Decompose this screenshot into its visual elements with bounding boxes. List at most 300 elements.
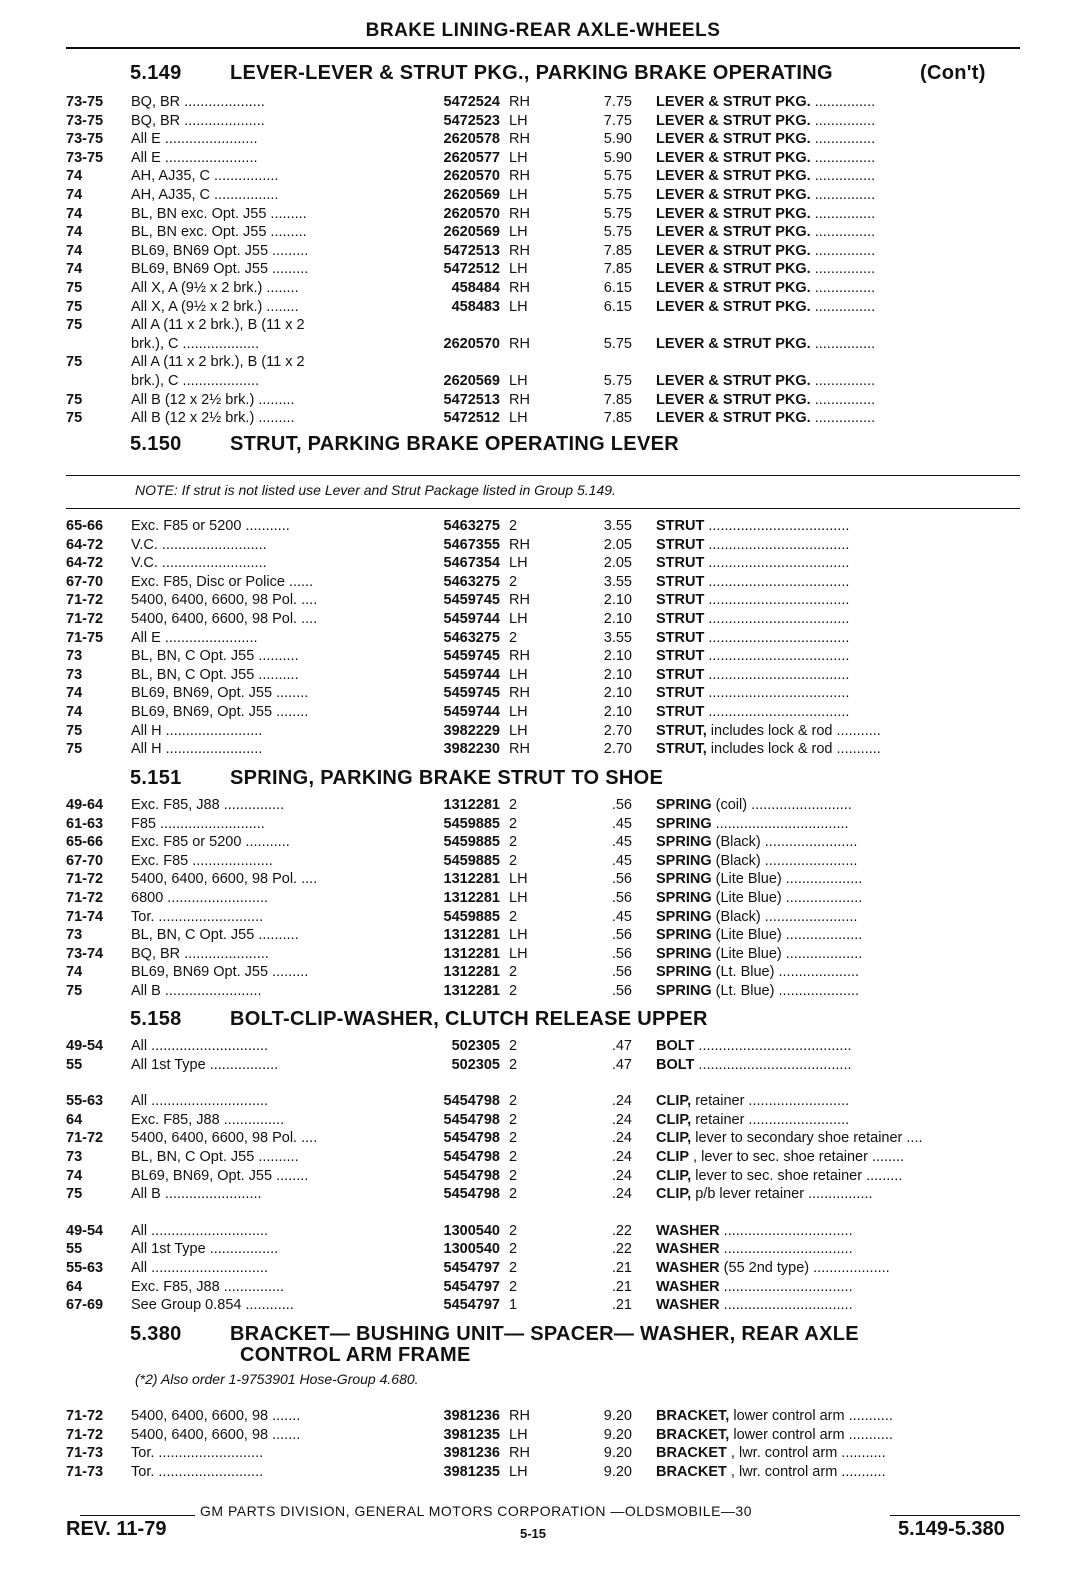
part-name-detail: (Lt. Blue) .................... bbox=[711, 983, 860, 999]
part-name bbox=[656, 647, 1022, 665]
model-years: 65-66 bbox=[66, 518, 104, 534]
part-number: 5454797 bbox=[443, 1297, 500, 1313]
part-name bbox=[656, 93, 1022, 111]
part-name-detail: retainer ......................... bbox=[691, 1112, 850, 1128]
part-number: 5454798 bbox=[443, 1168, 500, 1184]
part-row bbox=[0, 1296, 1086, 1314]
part-name-detail: ................................ bbox=[719, 1279, 853, 1295]
part-number: 5454798 bbox=[443, 1149, 500, 1165]
part-row bbox=[0, 796, 1086, 814]
model-years: 55 bbox=[66, 1241, 83, 1257]
model-years: 75 bbox=[66, 410, 83, 426]
part-number: 3981235 bbox=[443, 1427, 500, 1443]
application-desc: Tor. .......................... bbox=[131, 1464, 264, 1480]
part-row bbox=[0, 554, 1086, 572]
model-years: 74 bbox=[66, 224, 83, 240]
part-row bbox=[0, 815, 1086, 833]
part-name bbox=[656, 1222, 1022, 1240]
quantity: LH bbox=[509, 373, 528, 389]
part-name bbox=[656, 889, 1022, 907]
part-name-bold: WASHER bbox=[656, 1241, 720, 1257]
part-name-detail: ............... bbox=[810, 206, 876, 222]
model-years: 49-54 bbox=[66, 1223, 104, 1239]
part-number: 5459885 bbox=[443, 816, 500, 832]
quantity: LH bbox=[509, 723, 528, 739]
part-name-detail: ................................ bbox=[719, 1297, 853, 1313]
part-name-bold: STRUT bbox=[656, 537, 705, 553]
part-name bbox=[656, 1407, 1022, 1425]
part-name-detail: p/b lever retainer ................ bbox=[691, 1186, 873, 1202]
model-years: 71-72 bbox=[66, 890, 104, 906]
part-row bbox=[0, 242, 1086, 260]
part-name-detail: (Lite Blue) ................... bbox=[711, 890, 863, 906]
part-name bbox=[656, 1259, 1022, 1277]
part-name-bold: STRUT, bbox=[656, 723, 707, 739]
list-price: .45 bbox=[611, 816, 632, 832]
part-name-detail: (Lt. Blue) .................... bbox=[711, 964, 860, 980]
part-name bbox=[656, 1148, 1022, 1166]
quantity: 2 bbox=[509, 964, 518, 980]
application-desc: Exc. F85 or 5200 ........... bbox=[131, 834, 290, 850]
part-name-detail: ............... bbox=[810, 187, 876, 203]
part-name bbox=[656, 740, 1022, 758]
application-desc: 5400, 6400, 6600, 98 Pol. .... bbox=[131, 1130, 318, 1146]
list-price: 6.15 bbox=[603, 280, 632, 296]
model-years: 71-72 bbox=[66, 1427, 104, 1443]
part-row bbox=[0, 112, 1086, 130]
application-desc: BQ, BR ..................... bbox=[131, 946, 269, 962]
part-name bbox=[656, 591, 1022, 609]
part-name-bold: BRACKET bbox=[656, 1464, 727, 1480]
part-name-bold: BRACKET, bbox=[656, 1408, 730, 1424]
model-years: 71-72 bbox=[66, 871, 104, 887]
quantity: LH bbox=[509, 927, 528, 943]
list-price: .24 bbox=[611, 1093, 632, 1109]
list-price: 5.75 bbox=[603, 224, 632, 240]
list-price: .21 bbox=[611, 1297, 632, 1313]
quantity: LH bbox=[509, 946, 528, 962]
quantity: RH bbox=[509, 336, 530, 352]
part-name-detail: (Lite Blue) ................... bbox=[711, 871, 863, 887]
part-name bbox=[656, 167, 1022, 185]
part-number: 5472513 bbox=[443, 243, 500, 259]
part-row bbox=[0, 870, 1086, 888]
model-years: 75 bbox=[66, 392, 83, 408]
quantity: RH bbox=[509, 206, 530, 222]
model-years: 73-75 bbox=[66, 113, 104, 129]
application-desc: All 1st Type ................. bbox=[131, 1241, 279, 1257]
part-name-detail: ................................... bbox=[704, 592, 850, 608]
part-name-bold: LEVER & STRUT PKG. bbox=[656, 168, 811, 184]
page-number: 5-15 bbox=[520, 1526, 547, 1541]
part-number: 2620569 bbox=[443, 224, 500, 240]
section-number: 5.151 bbox=[130, 767, 182, 789]
note-rule-bottom bbox=[66, 508, 1020, 509]
application-desc: All A (11 x 2 brk.), B (11 x 2 bbox=[131, 354, 305, 370]
part-row bbox=[0, 1092, 1086, 1110]
part-number: 1312281 bbox=[443, 946, 500, 962]
part-name-bold: SPRING bbox=[656, 983, 712, 999]
part-name-bold: LEVER & STRUT PKG. bbox=[656, 299, 811, 315]
part-name-bold: STRUT bbox=[656, 555, 705, 571]
part-number: 5472513 bbox=[443, 392, 500, 408]
model-years: 73 bbox=[66, 1149, 83, 1165]
application-desc: AH, AJ35, C ................ bbox=[131, 187, 279, 203]
model-years: 74 bbox=[66, 1168, 83, 1184]
model-years: 73-75 bbox=[66, 94, 104, 110]
application-desc: BL, BN, C Opt. J55 .......... bbox=[131, 1149, 299, 1165]
part-number: 5463275 bbox=[443, 574, 500, 590]
part-name-detail: lower control arm ........... bbox=[729, 1408, 893, 1424]
list-price: 2.10 bbox=[603, 704, 632, 720]
list-price: 9.20 bbox=[603, 1464, 632, 1480]
part-number: 1312281 bbox=[443, 927, 500, 943]
application-desc: 5400, 6400, 6600, 98 Pol. .... bbox=[131, 611, 318, 627]
quantity: 2 bbox=[509, 1130, 518, 1146]
part-number: 5459885 bbox=[443, 853, 500, 869]
application-desc: BL, BN, C Opt. J55 .......... bbox=[131, 667, 299, 683]
part-name bbox=[656, 796, 1022, 814]
part-number: 2620577 bbox=[443, 150, 500, 166]
application-desc: F85 .......................... bbox=[131, 816, 265, 832]
part-name-bold: CLIP, bbox=[656, 1186, 692, 1202]
part-number: 5472523 bbox=[443, 113, 500, 129]
part-number: 5472512 bbox=[443, 261, 500, 277]
part-name-detail: ................................... bbox=[704, 630, 850, 646]
list-price: 2.70 bbox=[603, 723, 632, 739]
part-number: 5459885 bbox=[443, 909, 500, 925]
application-desc: All B ........................ bbox=[131, 983, 262, 999]
part-name-detail: ...................................... bbox=[694, 1038, 852, 1054]
quantity: RH bbox=[509, 648, 530, 664]
list-price: 7.75 bbox=[603, 113, 632, 129]
part-name bbox=[656, 982, 1022, 1000]
part-name-detail: ................................... bbox=[704, 667, 850, 683]
section-title: LEVER-LEVER & STRUT PKG., PARKING BRAKE OPERATING bbox=[230, 62, 833, 84]
part-row bbox=[0, 1148, 1086, 1166]
part-name-bold: WASHER bbox=[656, 1223, 720, 1239]
model-years: 75 bbox=[66, 280, 83, 296]
part-name-bold: STRUT bbox=[656, 648, 705, 664]
part-number: 3982230 bbox=[443, 741, 500, 757]
part-name-bold: LEVER & STRUT PKG. bbox=[656, 243, 811, 259]
quantity: RH bbox=[509, 94, 530, 110]
part-name-detail: (Black) ....................... bbox=[711, 834, 858, 850]
list-price: .56 bbox=[611, 871, 632, 887]
list-price: 5.75 bbox=[603, 168, 632, 184]
list-price: .56 bbox=[611, 983, 632, 999]
part-name-detail: ............... bbox=[810, 280, 876, 296]
quantity: 2 bbox=[509, 630, 518, 646]
list-price: 5.75 bbox=[603, 373, 632, 389]
part-row bbox=[0, 130, 1086, 148]
part-name bbox=[656, 852, 1022, 870]
part-number: 3982229 bbox=[443, 723, 500, 739]
part-name-bold: LEVER & STRUT PKG. bbox=[656, 224, 811, 240]
list-price: .47 bbox=[611, 1057, 632, 1073]
part-name bbox=[656, 1111, 1022, 1129]
application-desc: All ............................. bbox=[131, 1223, 268, 1239]
list-price: 5.90 bbox=[603, 131, 632, 147]
part-name-detail: , lever to sec. shoe retainer ........ bbox=[689, 1149, 905, 1165]
part-name bbox=[656, 1167, 1022, 1185]
part-name-bold: SPRING bbox=[656, 834, 712, 850]
part-row bbox=[0, 149, 1086, 167]
part-name-detail: ................................... bbox=[704, 537, 850, 553]
application-desc: All ............................. bbox=[131, 1093, 268, 1109]
list-price: 2.10 bbox=[603, 648, 632, 664]
model-years: 75 bbox=[66, 983, 83, 999]
part-name-detail: includes lock & rod ........... bbox=[706, 723, 881, 739]
list-price: 5.75 bbox=[603, 336, 632, 352]
part-row bbox=[0, 391, 1086, 409]
part-name-detail: ................................... bbox=[704, 555, 850, 571]
list-price: .56 bbox=[611, 927, 632, 943]
part-number: 2620570 bbox=[443, 168, 500, 184]
quantity: 2 bbox=[509, 518, 518, 534]
application-desc: Exc. F85, J88 ............... bbox=[131, 1112, 285, 1128]
part-row bbox=[0, 1129, 1086, 1147]
application-desc: BL69, BN69, Opt. J55 ........ bbox=[131, 704, 309, 720]
application-desc: Exc. F85 or 5200 ........... bbox=[131, 518, 290, 534]
part-number: 5454798 bbox=[443, 1186, 500, 1202]
section-note: (*2) Also order 1-9753901 Hose-Group 4.680. bbox=[135, 1371, 419, 1387]
part-number: 1312281 bbox=[443, 983, 500, 999]
title-rule bbox=[66, 47, 1020, 49]
application-desc: All B ........................ bbox=[131, 1186, 262, 1202]
quantity: 2 bbox=[509, 1186, 518, 1202]
part-row bbox=[0, 722, 1086, 740]
part-number: 502305 bbox=[451, 1057, 500, 1073]
part-row bbox=[0, 1407, 1086, 1425]
part-name-bold: LEVER & STRUT PKG. bbox=[656, 280, 811, 296]
part-name-detail: ............... bbox=[810, 299, 876, 315]
part-name-bold: CLIP, bbox=[656, 1130, 692, 1146]
part-number: 1312281 bbox=[443, 871, 500, 887]
quantity: LH bbox=[509, 113, 528, 129]
section-number: 5.149 bbox=[130, 62, 182, 84]
part-name-detail: ............... bbox=[810, 373, 876, 389]
quantity: LH bbox=[509, 410, 528, 426]
part-name-detail: ............... bbox=[810, 261, 876, 277]
part-row bbox=[0, 1111, 1086, 1129]
part-name bbox=[656, 1037, 1022, 1055]
part-name-bold: STRUT bbox=[656, 574, 705, 590]
part-name bbox=[656, 186, 1022, 204]
part-name-bold: LEVER & STRUT PKG. bbox=[656, 410, 811, 426]
list-price: 7.85 bbox=[603, 243, 632, 259]
section-number: 5.150 bbox=[130, 433, 182, 455]
group-range: 5.149-5.380 bbox=[898, 1518, 1005, 1540]
part-name-detail: ............... bbox=[810, 392, 876, 408]
application-desc: All B (12 x 2½ brk.) ......... bbox=[131, 410, 295, 426]
part-number: 5454797 bbox=[443, 1279, 500, 1295]
list-price: 2.10 bbox=[603, 685, 632, 701]
model-years: 64 bbox=[66, 1112, 83, 1128]
quantity: RH bbox=[509, 1445, 530, 1461]
part-name-detail: ............... bbox=[810, 150, 876, 166]
part-row bbox=[0, 1444, 1086, 1462]
model-years: 71-72 bbox=[66, 592, 104, 608]
list-price: 3.55 bbox=[603, 574, 632, 590]
quantity: LH bbox=[509, 187, 528, 203]
part-row bbox=[0, 610, 1086, 628]
list-price: 2.10 bbox=[603, 592, 632, 608]
part-name bbox=[656, 1240, 1022, 1258]
part-row bbox=[0, 740, 1086, 758]
footer-rule-left bbox=[80, 1515, 195, 1516]
part-name-bold: STRUT bbox=[656, 630, 705, 646]
part-name bbox=[656, 610, 1022, 628]
section-heading bbox=[130, 767, 663, 790]
model-years: 75 bbox=[66, 723, 83, 739]
application-desc: BL69, BN69 Opt. J55 ......... bbox=[131, 261, 309, 277]
part-number: 5459885 bbox=[443, 834, 500, 850]
part-name-bold: SPRING bbox=[656, 797, 712, 813]
part-name bbox=[656, 926, 1022, 944]
part-name bbox=[656, 536, 1022, 554]
part-number: 5454797 bbox=[443, 1260, 500, 1276]
part-name bbox=[656, 260, 1022, 278]
list-price: .56 bbox=[611, 946, 632, 962]
part-name-detail: includes lock & rod ........... bbox=[706, 741, 881, 757]
application-desc: All H ........................ bbox=[131, 741, 263, 757]
application-desc: 5400, 6400, 6600, 98 Pol. .... bbox=[131, 871, 318, 887]
application-desc: Tor. .......................... bbox=[131, 909, 264, 925]
model-years: 55-63 bbox=[66, 1260, 104, 1276]
model-years: 64 bbox=[66, 1279, 83, 1295]
list-price: .24 bbox=[611, 1149, 632, 1165]
quantity: LH bbox=[509, 1464, 528, 1480]
part-row bbox=[0, 629, 1086, 647]
list-price: .56 bbox=[611, 797, 632, 813]
application-desc: All X, A (9½ x 2 brk.) ........ bbox=[131, 280, 299, 296]
quantity: 2 bbox=[509, 1260, 518, 1276]
part-number: 5467355 bbox=[443, 537, 500, 553]
list-price: 2.70 bbox=[603, 741, 632, 757]
list-price: 2.05 bbox=[603, 555, 632, 571]
quantity: 2 bbox=[509, 1112, 518, 1128]
part-name-bold: LEVER & STRUT PKG. bbox=[656, 261, 811, 277]
part-name-bold: STRUT bbox=[656, 704, 705, 720]
model-years: 73-75 bbox=[66, 131, 104, 147]
model-years: 55-63 bbox=[66, 1093, 104, 1109]
list-price: 6.15 bbox=[603, 299, 632, 315]
part-number: 1312281 bbox=[443, 964, 500, 980]
list-price: 7.85 bbox=[603, 392, 632, 408]
model-years: 71-74 bbox=[66, 909, 104, 925]
application-desc: 5400, 6400, 6600, 98 ....... bbox=[131, 1408, 301, 1424]
quantity: 2 bbox=[509, 1038, 518, 1054]
quantity: 2 bbox=[509, 834, 518, 850]
page-title: BRAKE LINING-REAR AXLE-WHEELS bbox=[365, 20, 721, 41]
part-number: 5459745 bbox=[443, 648, 500, 664]
quantity: RH bbox=[509, 741, 530, 757]
part-name-bold: CLIP bbox=[656, 1149, 690, 1165]
footer-division: GM PARTS DIVISION, GENERAL MOTORS CORPORATION —OLDSMOBILE—30 bbox=[200, 1503, 752, 1519]
part-row bbox=[0, 1167, 1086, 1185]
application-desc: All E ....................... bbox=[131, 150, 258, 166]
part-name bbox=[656, 1296, 1022, 1314]
part-row bbox=[0, 647, 1086, 665]
section-number: 5.380 bbox=[130, 1323, 182, 1345]
quantity: 2 bbox=[509, 816, 518, 832]
part-name-detail: ............... bbox=[810, 94, 876, 110]
application-desc: AH, AJ35, C ................ bbox=[131, 168, 279, 184]
model-years: 73-74 bbox=[66, 946, 104, 962]
part-row bbox=[0, 335, 1086, 353]
part-name-bold: BRACKET, bbox=[656, 1427, 730, 1443]
part-name-detail: ................................... bbox=[704, 648, 850, 664]
part-row bbox=[0, 908, 1086, 926]
part-name-detail: ............... bbox=[810, 168, 876, 184]
part-row bbox=[0, 684, 1086, 702]
model-years: 74 bbox=[66, 206, 83, 222]
part-name-bold: LEVER & STRUT PKG. bbox=[656, 113, 811, 129]
list-price: .22 bbox=[611, 1223, 632, 1239]
part-number: 458483 bbox=[451, 299, 500, 315]
part-number: 5454798 bbox=[443, 1130, 500, 1146]
part-number: 3981236 bbox=[443, 1445, 500, 1461]
list-price: 7.75 bbox=[603, 94, 632, 110]
model-years: 64-72 bbox=[66, 555, 104, 571]
application-desc: Exc. F85, J88 ............... bbox=[131, 1279, 285, 1295]
model-years: 67-70 bbox=[66, 574, 104, 590]
quantity: 2 bbox=[509, 1241, 518, 1257]
part-name bbox=[656, 130, 1022, 148]
model-years: 75 bbox=[66, 741, 83, 757]
part-row bbox=[0, 833, 1086, 851]
model-years: 75 bbox=[66, 299, 83, 315]
part-name-bold: STRUT bbox=[656, 667, 705, 683]
part-name-bold: LEVER & STRUT PKG. bbox=[656, 206, 811, 222]
part-number: 2620570 bbox=[443, 206, 500, 222]
part-row bbox=[0, 666, 1086, 684]
application-desc: All ............................. bbox=[131, 1038, 268, 1054]
model-years: 71-73 bbox=[66, 1464, 104, 1480]
application-desc: BQ, BR .................... bbox=[131, 113, 265, 129]
part-name-bold: SPRING bbox=[656, 853, 712, 869]
list-price: 7.85 bbox=[603, 261, 632, 277]
part-name-detail: ................................ bbox=[719, 1223, 853, 1239]
model-years: 71-75 bbox=[66, 630, 104, 646]
application-desc: All E ....................... bbox=[131, 630, 258, 646]
model-years: 71-73 bbox=[66, 1445, 104, 1461]
list-price: 5.75 bbox=[603, 187, 632, 203]
application-desc: BQ, BR .................... bbox=[131, 94, 265, 110]
application-desc: V.C. .......................... bbox=[131, 555, 267, 571]
part-name-detail: lever to sec. shoe retainer ......... bbox=[691, 1168, 903, 1184]
section-heading bbox=[130, 1008, 708, 1031]
quantity: RH bbox=[509, 392, 530, 408]
part-name-detail: ................................ bbox=[719, 1241, 853, 1257]
quantity: 2 bbox=[509, 909, 518, 925]
part-name-detail: ................................... bbox=[704, 704, 850, 720]
model-years: 49-64 bbox=[66, 797, 104, 813]
part-number: 5472524 bbox=[443, 94, 500, 110]
application-desc: All X, A (9½ x 2 brk.) ........ bbox=[131, 299, 299, 315]
quantity: 2 bbox=[509, 1149, 518, 1165]
part-row bbox=[0, 591, 1086, 609]
quantity: LH bbox=[509, 871, 528, 887]
part-name bbox=[656, 1092, 1022, 1110]
part-name-detail: ............... bbox=[810, 224, 876, 240]
model-years: 71-72 bbox=[66, 611, 104, 627]
list-price: .21 bbox=[611, 1260, 632, 1276]
quantity: 2 bbox=[509, 1168, 518, 1184]
list-price: .47 bbox=[611, 1038, 632, 1054]
quantity: LH bbox=[509, 704, 528, 720]
